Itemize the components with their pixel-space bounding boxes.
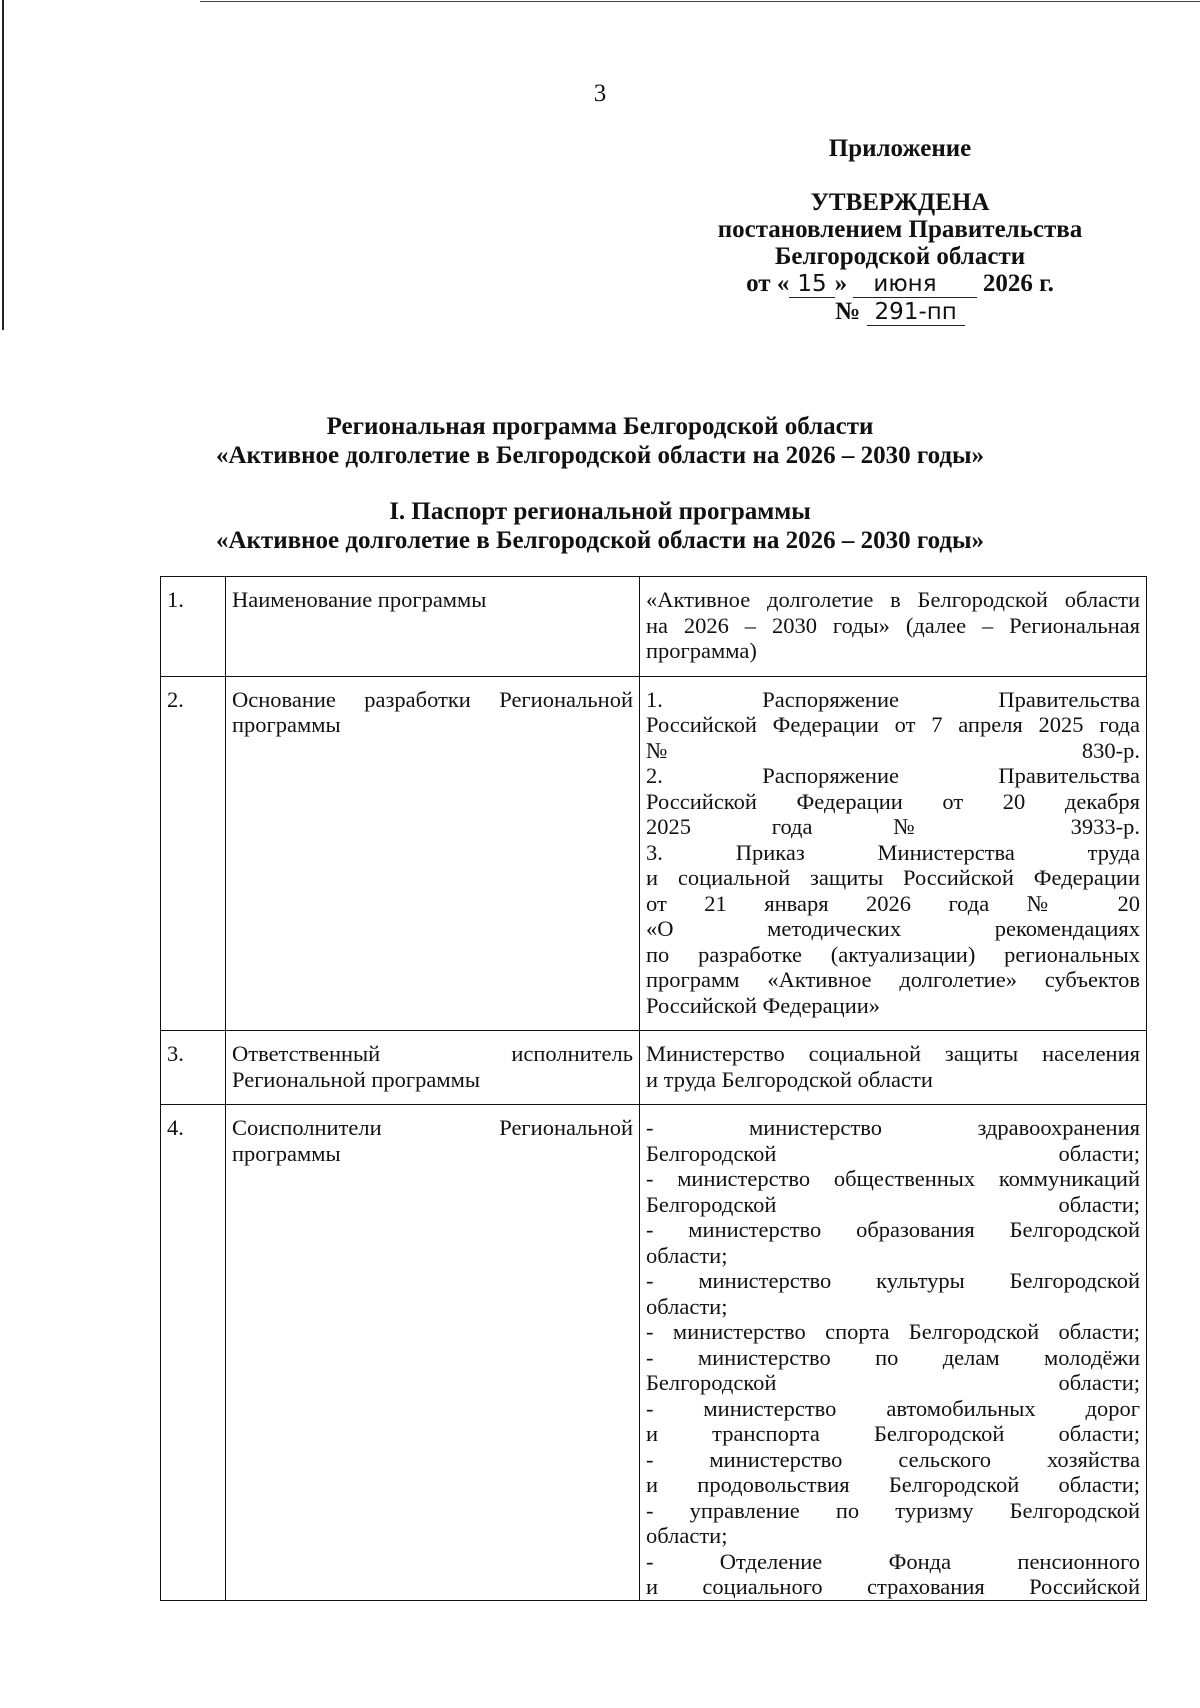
- approval-block: [600, 135, 1200, 326]
- number-value: 291-пп: [867, 299, 965, 326]
- row-value-line: - министерство сельского хозяйства: [646, 1446, 1140, 1472]
- date-prefix: от «: [746, 270, 790, 297]
- date-mid: »: [834, 270, 848, 297]
- number-prefix: №: [835, 298, 861, 325]
- row-value-cell: [640, 676, 1147, 1031]
- row-value-line: - министерство по делам молодёжи: [646, 1344, 1140, 1370]
- row-name-line: Соисполнители Региональной: [232, 1115, 633, 1140]
- row-value-line: Российской Федерации от 20 декабря: [646, 788, 1140, 814]
- row-value-line: - управление по туризму Белгородской: [646, 1497, 1140, 1523]
- row-value-line: 2. Распоряжение Правительства: [646, 763, 1140, 788]
- section-title: [0, 497, 1200, 555]
- date-day: 15: [789, 271, 834, 298]
- program-title-line1: Региональная программа Белгородской области: [326, 413, 874, 440]
- row-value-line: от 21 января 2026 года № 20: [646, 890, 1140, 916]
- page-number: 3: [593, 80, 607, 107]
- row-value-line: области;: [646, 1523, 728, 1548]
- row-value-line: и социального страхования Российской: [646, 1574, 1140, 1599]
- approved-by-line2: Белгородской области: [774, 243, 1026, 270]
- row-value-line: Российской Федерации»: [646, 992, 881, 1018]
- scan-edge-left: [2, 0, 4, 330]
- table-row: [161, 577, 1147, 677]
- row-value-line: - министерство спорта Белгородской области;: [646, 1319, 1140, 1344]
- approval-date: [600, 270, 1200, 298]
- row-value-line: № 830-р.: [646, 737, 1140, 763]
- row-value-line: области;: [646, 1242, 728, 1268]
- row-value-line: области;: [646, 1293, 728, 1319]
- appendix-label: Приложение: [828, 135, 972, 162]
- row-name-cell: [226, 1105, 640, 1601]
- approval-number: [600, 298, 1200, 326]
- row-value-line: Белгородской области;: [646, 1140, 1140, 1166]
- row-number: 1.: [161, 577, 226, 677]
- row-value-line: по разработке (актуализации) региональных: [646, 941, 1140, 967]
- date-month: июня: [853, 271, 976, 298]
- row-number: 4.: [161, 1105, 226, 1601]
- row-number: 3.: [161, 1031, 226, 1105]
- row-value-line: Министерство социальной защиты населения: [646, 1041, 1140, 1066]
- table-row: [161, 676, 1147, 1031]
- row-value-line: программ «Активное долголетие» субъектов: [646, 967, 1140, 992]
- approved-by-line1: постановлением Правительства: [717, 216, 1083, 243]
- row-value-line: - министерство общественных коммуникаций: [646, 1166, 1140, 1191]
- program-title: [0, 412, 1200, 470]
- section-title-line2: «Активное долголетие в Белгородской области на 2026 – 2030 годы»: [215, 527, 985, 554]
- row-value-line: и труда Белгородской области: [646, 1066, 933, 1092]
- row-value-line: Белгородской области;: [646, 1191, 1140, 1217]
- approved-label: УТВЕРЖДЕНА: [810, 189, 990, 216]
- row-name-line: Ответственный исполнитель: [232, 1041, 633, 1066]
- row-value-line: «О методических рекомендациях: [646, 916, 1140, 941]
- row-value-line: и продовольствия Белгородской области;: [646, 1472, 1140, 1497]
- table-row: [161, 1105, 1147, 1601]
- row-number: 2.: [161, 676, 226, 1031]
- row-value-line: - министерство автомобильных дорог: [646, 1395, 1140, 1421]
- row-value-line: - министерство здравоохранения: [646, 1115, 1140, 1140]
- row-value-line: 1. Распоряжение Правительства: [646, 686, 1140, 712]
- row-name-line: Основание разработки Региональной: [232, 686, 633, 712]
- row-value-cell: [640, 1031, 1147, 1105]
- row-name-line: Региональной программы: [232, 1066, 480, 1092]
- row-name-line: программы: [232, 1140, 341, 1166]
- section-title-line1: I. Паспорт региональной программы: [389, 498, 811, 525]
- row-name-line: программы: [232, 712, 341, 737]
- row-value-line: - Отделение Фонда пенсионного: [646, 1548, 1140, 1574]
- row-value-line: программа): [646, 638, 757, 663]
- row-value-line: 3. Приказ Министерства труда: [646, 839, 1140, 865]
- row-value-line: на 2026 – 2030 годы» (далее – Региональная: [646, 612, 1140, 638]
- row-value-cell: [640, 577, 1147, 677]
- date-year: 2026 г.: [982, 270, 1054, 297]
- row-value-line: - министерство образования Белгородской: [646, 1217, 1140, 1242]
- passport-table: [160, 576, 1147, 1601]
- table-row: [161, 1031, 1147, 1105]
- row-value-line: «Активное долголетие в Белгородской области: [646, 587, 1140, 612]
- row-name-cell: [226, 577, 640, 677]
- program-title-line2: «Активное долголетие в Белгородской области на 2026 – 2030 годы»: [215, 442, 985, 469]
- row-value-line: Российской Федерации от 7 апреля 2025 года: [646, 712, 1140, 737]
- scan-edge-top: [200, 1, 1200, 2]
- row-name-cell: [226, 1031, 640, 1105]
- row-value-line: и транспорта Белгородской области;: [646, 1421, 1140, 1446]
- row-name-cell: [226, 676, 640, 1031]
- row-value-line: - министерство культуры Белгородской: [646, 1268, 1140, 1293]
- row-value-line: и социальной защиты Российской Федерации: [646, 865, 1140, 890]
- row-value-line: 2025 года № 3933-р.: [646, 814, 1140, 839]
- row-value-cell: [640, 1105, 1147, 1601]
- row-name-line: Наименование программы: [232, 587, 487, 612]
- row-value-line: Белгородской области;: [646, 1370, 1140, 1395]
